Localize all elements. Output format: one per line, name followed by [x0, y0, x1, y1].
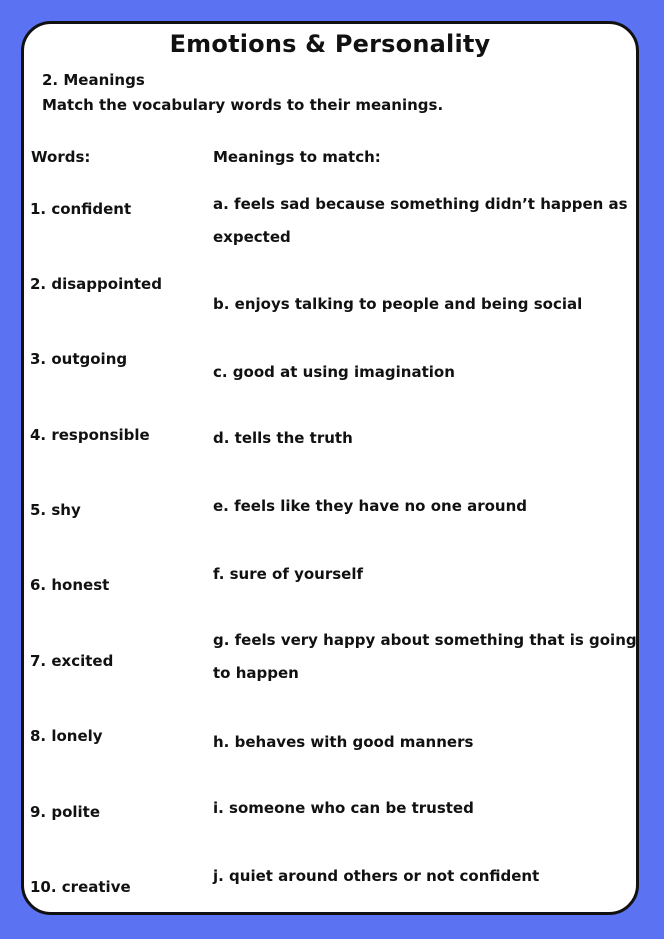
worksheet-card	[21, 21, 639, 915]
word-item: 3. outgoing	[30, 350, 128, 368]
meaning-item: j. quiet around others or not confident	[213, 867, 540, 885]
word-item: 8. lonely	[30, 727, 103, 745]
word-item: 6. honest	[30, 576, 110, 594]
meaning-item: i. someone who can be trusted	[213, 799, 474, 817]
meaning-item: b. enjoys talking to people and being social	[213, 295, 583, 313]
meaning-item: a. feels sad because something didn’t happen as expected	[213, 195, 628, 246]
meaning-item: d. tells the truth	[213, 429, 353, 447]
meanings-header: Meanings to match:	[213, 148, 381, 166]
word-item: 7. excited	[30, 652, 114, 670]
word-item: 9. polite	[30, 803, 101, 821]
meaning-item: g. feels very happy about something that is going to happen	[213, 631, 637, 682]
word-item: 4. responsible	[30, 426, 150, 444]
meaning-item: h. behaves with good manners	[213, 733, 474, 751]
meaning-item: e. feels like they have no one around	[213, 497, 528, 515]
meaning-item: c. good at using imagination	[213, 363, 455, 381]
page-title: Emotions & Personality	[169, 30, 491, 58]
word-item: 1. confident	[30, 200, 132, 218]
word-item: 10. creative	[30, 878, 131, 896]
word-item: 5. shy	[30, 501, 81, 519]
meaning-item: f. sure of yourself	[213, 565, 364, 583]
words-header: Words:	[31, 148, 91, 166]
section-label: 2. Meanings	[42, 71, 145, 89]
word-item: 2. disappointed	[30, 275, 162, 293]
instructions: Match the vocabulary words to their meanings.	[42, 96, 444, 114]
